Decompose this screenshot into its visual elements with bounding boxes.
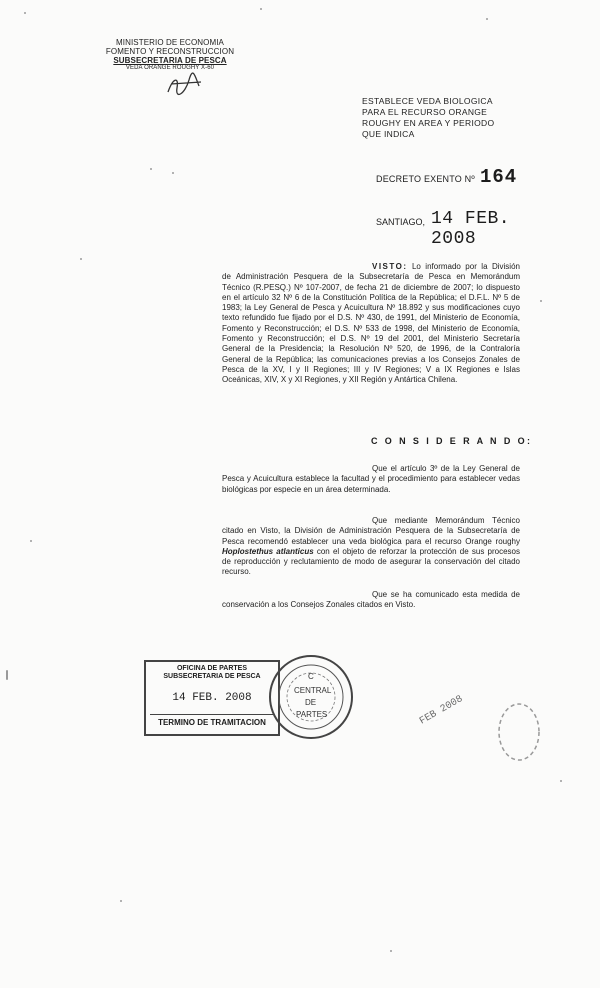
considerando-paragraph-2 bbox=[222, 516, 520, 578]
scan-speck bbox=[80, 258, 82, 260]
considerando-paragraph-3 bbox=[222, 590, 520, 611]
scan-speck bbox=[30, 540, 32, 542]
date-place: SANTIAGO, bbox=[376, 217, 426, 227]
considerando-paragraph-1 bbox=[222, 464, 520, 495]
stamp-termino: TERMINO DE TRAMITACION bbox=[158, 718, 266, 727]
visto-text: Lo informado por la División de Administración Pesquera de la Subsecretaría de Pesca en Memorándum Técnico (R.PESQ.) Nº 107-2007, de fecha 21 de diciembre de 2007; lo dispuesto en el artículo 32 Nº 6 de la Constitución Política de la República; el D.F.L. Nº 5 de 1983; la Ley General de Pesca y Acuicultura Nº 18.892 y sus modificaciones cuyo texto refundido fue fijado por el D.S. Nº 430, de 1991, del Ministerio de Economía, Fomento y Reconstrucción; el D.S. Nº 533 de 1998, del Ministerio de Economía, Fomento y Reconstrucción; el D.S. Nº 19 del 2001, del Ministerio Secretaría General de la Presidencia; la Resolución Nº 520, de 1996, de la Contraloría General de la República; las comunicaciones previas a los Consejos Zonales de Pesca de la XV, I y II Regiones; III y IV Regiones; V a IX Regiones e Islas Oceánicas, XIV, X y XI Regiones, y XII Región y Antártica Chilena. bbox=[222, 262, 520, 385]
seal-de: DE bbox=[305, 698, 317, 707]
considerando-text-2b: con el objeto de reforzar la protección de sus procesos de reproducción y reclutamiento de modo de asegurar la conservación del citado recurso. bbox=[222, 546, 520, 577]
diagonal-date-stamp: FEB 2008 bbox=[418, 693, 466, 728]
title-line4: QUE INDICA bbox=[362, 129, 415, 139]
species-name: Hoplostethus atlanticus bbox=[222, 546, 314, 556]
considerando-text-1: Que el artículo 3º de la Ley General de Pesca y Acuicultura establece la facultad y el procedimiento para establecer vedas biológicas por especie en un área determinada. bbox=[222, 464, 520, 494]
decree-number: 164 bbox=[480, 166, 518, 188]
decree-title bbox=[362, 96, 532, 140]
title-line3: ROUGHY EN AREA Y PERIODO bbox=[362, 118, 495, 128]
considerando-text-2a: Que mediante Memorándum Técnico citado en Visto, la División de Administración Pesquera de la Subsecretaría de Pesca recomendó establecer una veda biológica para el recurso Orange roughy bbox=[222, 516, 520, 546]
scan-speck bbox=[260, 8, 262, 10]
central-partes-seal bbox=[266, 652, 356, 742]
seal-letter: C bbox=[308, 672, 314, 681]
scan-speck bbox=[172, 172, 174, 174]
scan-speck bbox=[120, 900, 122, 902]
date-line bbox=[376, 209, 546, 249]
scan-speck bbox=[560, 780, 562, 782]
visto-paragraph bbox=[222, 262, 520, 386]
ministry-line2: FOMENTO Y RECONSTRUCCION bbox=[105, 47, 235, 56]
letterhead bbox=[95, 38, 245, 72]
stamp-divider bbox=[150, 714, 274, 715]
subsecretaria-line: SUBSECRETARIA DE PESCA bbox=[113, 56, 227, 65]
considerando-text-3: Que se ha comunicado esta medida de conservación a los Consejos Zonales citados en Visto. bbox=[222, 590, 520, 610]
scan-speck bbox=[24, 12, 26, 14]
stamp-date: 14 FEB. 2008 bbox=[172, 692, 252, 704]
decree-number-line bbox=[376, 166, 546, 188]
visto-lead: VISTO: bbox=[372, 262, 408, 271]
reference-line: VEDA ORANGE ROUGHY X-60 bbox=[125, 65, 215, 71]
stamp-smudge bbox=[494, 700, 544, 764]
decree-label: DECRETO EXENTO Nº bbox=[376, 174, 475, 184]
ministry-line1: MINISTERIO DE ECONOMIA bbox=[116, 38, 224, 47]
scan-speck bbox=[6, 670, 8, 680]
oficina-partes-stamp bbox=[144, 660, 280, 736]
scan-speck bbox=[150, 168, 152, 170]
date-value: 14 FEB. 2008 bbox=[431, 209, 511, 249]
seal-partes: PARTES bbox=[296, 710, 328, 719]
initials-signature bbox=[165, 72, 205, 98]
scan-speck bbox=[540, 300, 542, 302]
scan-speck bbox=[486, 18, 488, 20]
considerando-heading: C O N S I D E R A N D O: bbox=[371, 436, 533, 446]
title-line2: PARA EL RECURSO ORANGE bbox=[362, 107, 488, 117]
scan-speck bbox=[390, 950, 392, 952]
stamp-office: OFICINA DE PARTES bbox=[176, 665, 247, 672]
title-line1: ESTABLECE VEDA BIOLOGICA bbox=[362, 96, 493, 106]
seal-central: CENTRAL bbox=[294, 686, 332, 695]
stamp-subsecretaria: SUBSECRETARIA DE PESCA bbox=[163, 673, 261, 680]
